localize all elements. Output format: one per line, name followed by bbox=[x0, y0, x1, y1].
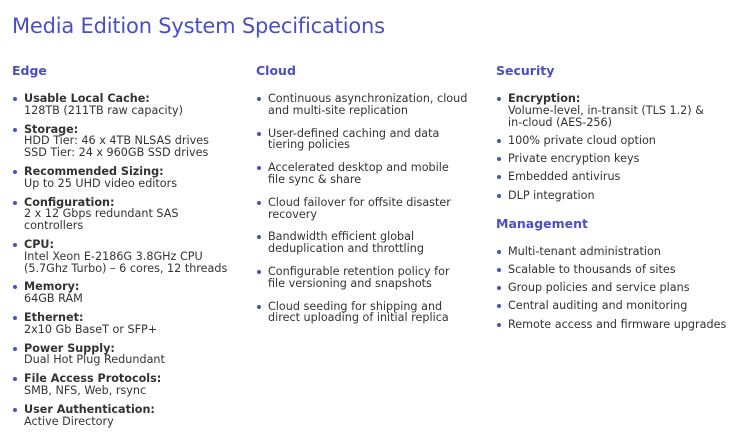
spec-power-supply bbox=[12, 343, 252, 367]
spec-label: Storage: bbox=[24, 122, 79, 136]
security-section bbox=[496, 63, 746, 202]
spec-value: (5.7Ghz Turbo) – 6 cores, 12 threads bbox=[24, 261, 228, 275]
list-item: Remote access and firmware upgrades bbox=[496, 319, 746, 331]
page-title: Media Edition System Specifications bbox=[12, 14, 385, 38]
spec-usable-local-cache bbox=[12, 93, 252, 117]
spec-storage bbox=[12, 124, 252, 159]
spec-encryption bbox=[496, 93, 746, 128]
item-line: Continuous asynchronization, cloud bbox=[268, 92, 468, 105]
item-line: Bandwidth efficient global bbox=[268, 230, 415, 244]
list-item: DLP integration bbox=[496, 190, 746, 202]
spec-label: CPU: bbox=[24, 237, 54, 251]
spec-label: Configuration: bbox=[24, 195, 115, 209]
item-line: Accelerated desktop and mobile bbox=[268, 161, 449, 175]
list-item bbox=[256, 162, 486, 186]
edge-column bbox=[12, 63, 252, 434]
spec-memory bbox=[12, 281, 252, 305]
edge-heading: Edge bbox=[12, 63, 47, 78]
spec-label: Power Supply: bbox=[24, 341, 115, 355]
item-line: and multi-site replication bbox=[268, 103, 408, 117]
spec-value: 2 x 12 Gbps redundant SAS bbox=[24, 207, 179, 221]
spec-label: Recommended Sizing: bbox=[24, 164, 164, 178]
list-item: Embedded antivirus bbox=[496, 171, 746, 183]
security-list bbox=[496, 93, 746, 202]
spec-value: in-cloud (AES-256) bbox=[508, 115, 613, 129]
spec-ethernet bbox=[12, 312, 252, 336]
list-item: Multi-tenant administration bbox=[496, 246, 746, 258]
management-section bbox=[496, 216, 746, 331]
spec-value: Intel Xeon E-2186G 3.8GHz CPU bbox=[24, 249, 203, 263]
spec-cpu bbox=[12, 239, 252, 274]
list-item bbox=[256, 231, 486, 255]
spec-file-access-protocols bbox=[12, 373, 252, 397]
item-line: file sync & share bbox=[268, 172, 362, 186]
item-line: Cloud failover for offsite disaster bbox=[268, 195, 451, 209]
cloud-column bbox=[256, 63, 486, 335]
security-heading: Security bbox=[496, 63, 555, 78]
spec-value: SSD Tier: 24 x 960GB SSD drives bbox=[24, 146, 209, 160]
item-line: tiering policies bbox=[268, 138, 350, 152]
list-item bbox=[256, 93, 486, 117]
list-item: Group policies and service plans bbox=[496, 282, 746, 294]
list-item: Private encryption keys bbox=[496, 153, 746, 165]
item-line: Cloud seeding for shipping and bbox=[268, 299, 443, 313]
list-item bbox=[256, 266, 486, 290]
list-item: Scalable to thousands of sites bbox=[496, 264, 746, 276]
spec-label: Usable Local Cache: bbox=[24, 92, 150, 105]
spec-label: File Access Protocols: bbox=[24, 372, 162, 386]
list-item: Central auditing and monitoring bbox=[496, 300, 746, 312]
spec-value: 128TB (211TB raw capacity) bbox=[24, 103, 183, 117]
edge-list bbox=[12, 93, 252, 427]
spec-value: SMB, NFS, Web, rsync bbox=[24, 383, 147, 397]
spec-recommended-sizing bbox=[12, 166, 252, 190]
management-heading: Management bbox=[496, 215, 589, 231]
item-line: User-defined caching and data bbox=[268, 126, 440, 140]
list-item bbox=[256, 301, 486, 325]
spec-value: controllers bbox=[24, 219, 84, 233]
spec-value: Dual Hot Plug Redundant bbox=[24, 353, 165, 367]
item-line: Configurable retention policy for bbox=[268, 264, 450, 278]
spec-value: 2x10 Gb BaseT or SFP+ bbox=[24, 322, 158, 336]
list-item: 100% private cloud option bbox=[496, 135, 746, 147]
spec-value: Up to 25 UHD video editors bbox=[24, 176, 178, 190]
cloud-list bbox=[256, 93, 486, 324]
item-line: deduplication and throttling bbox=[268, 242, 424, 256]
spec-label: Encryption: bbox=[508, 92, 581, 105]
spec-label: Memory: bbox=[24, 280, 80, 294]
item-line: file versioning and snapshots bbox=[268, 276, 432, 290]
management-list bbox=[496, 246, 746, 331]
spec-configuration bbox=[12, 197, 252, 232]
spec-label: User Authentication: bbox=[24, 402, 155, 416]
spec-value: Volume-level, in-transit (TLS 1.2) & bbox=[508, 103, 704, 117]
spec-user-authentication bbox=[12, 404, 252, 428]
spec-value: HDD Tier: 46 x 4TB NLSAS drives bbox=[24, 134, 209, 148]
spec-value: Active Directory bbox=[24, 414, 114, 428]
cloud-heading: Cloud bbox=[256, 63, 296, 78]
item-line: recovery bbox=[268, 207, 317, 221]
spec-label: Ethernet: bbox=[24, 310, 84, 324]
right-column bbox=[496, 63, 746, 337]
list-item bbox=[256, 197, 486, 221]
spec-value: 64GB RAM bbox=[24, 292, 83, 306]
item-line: direct uploading of initial replica bbox=[268, 311, 449, 325]
list-item bbox=[256, 128, 486, 152]
